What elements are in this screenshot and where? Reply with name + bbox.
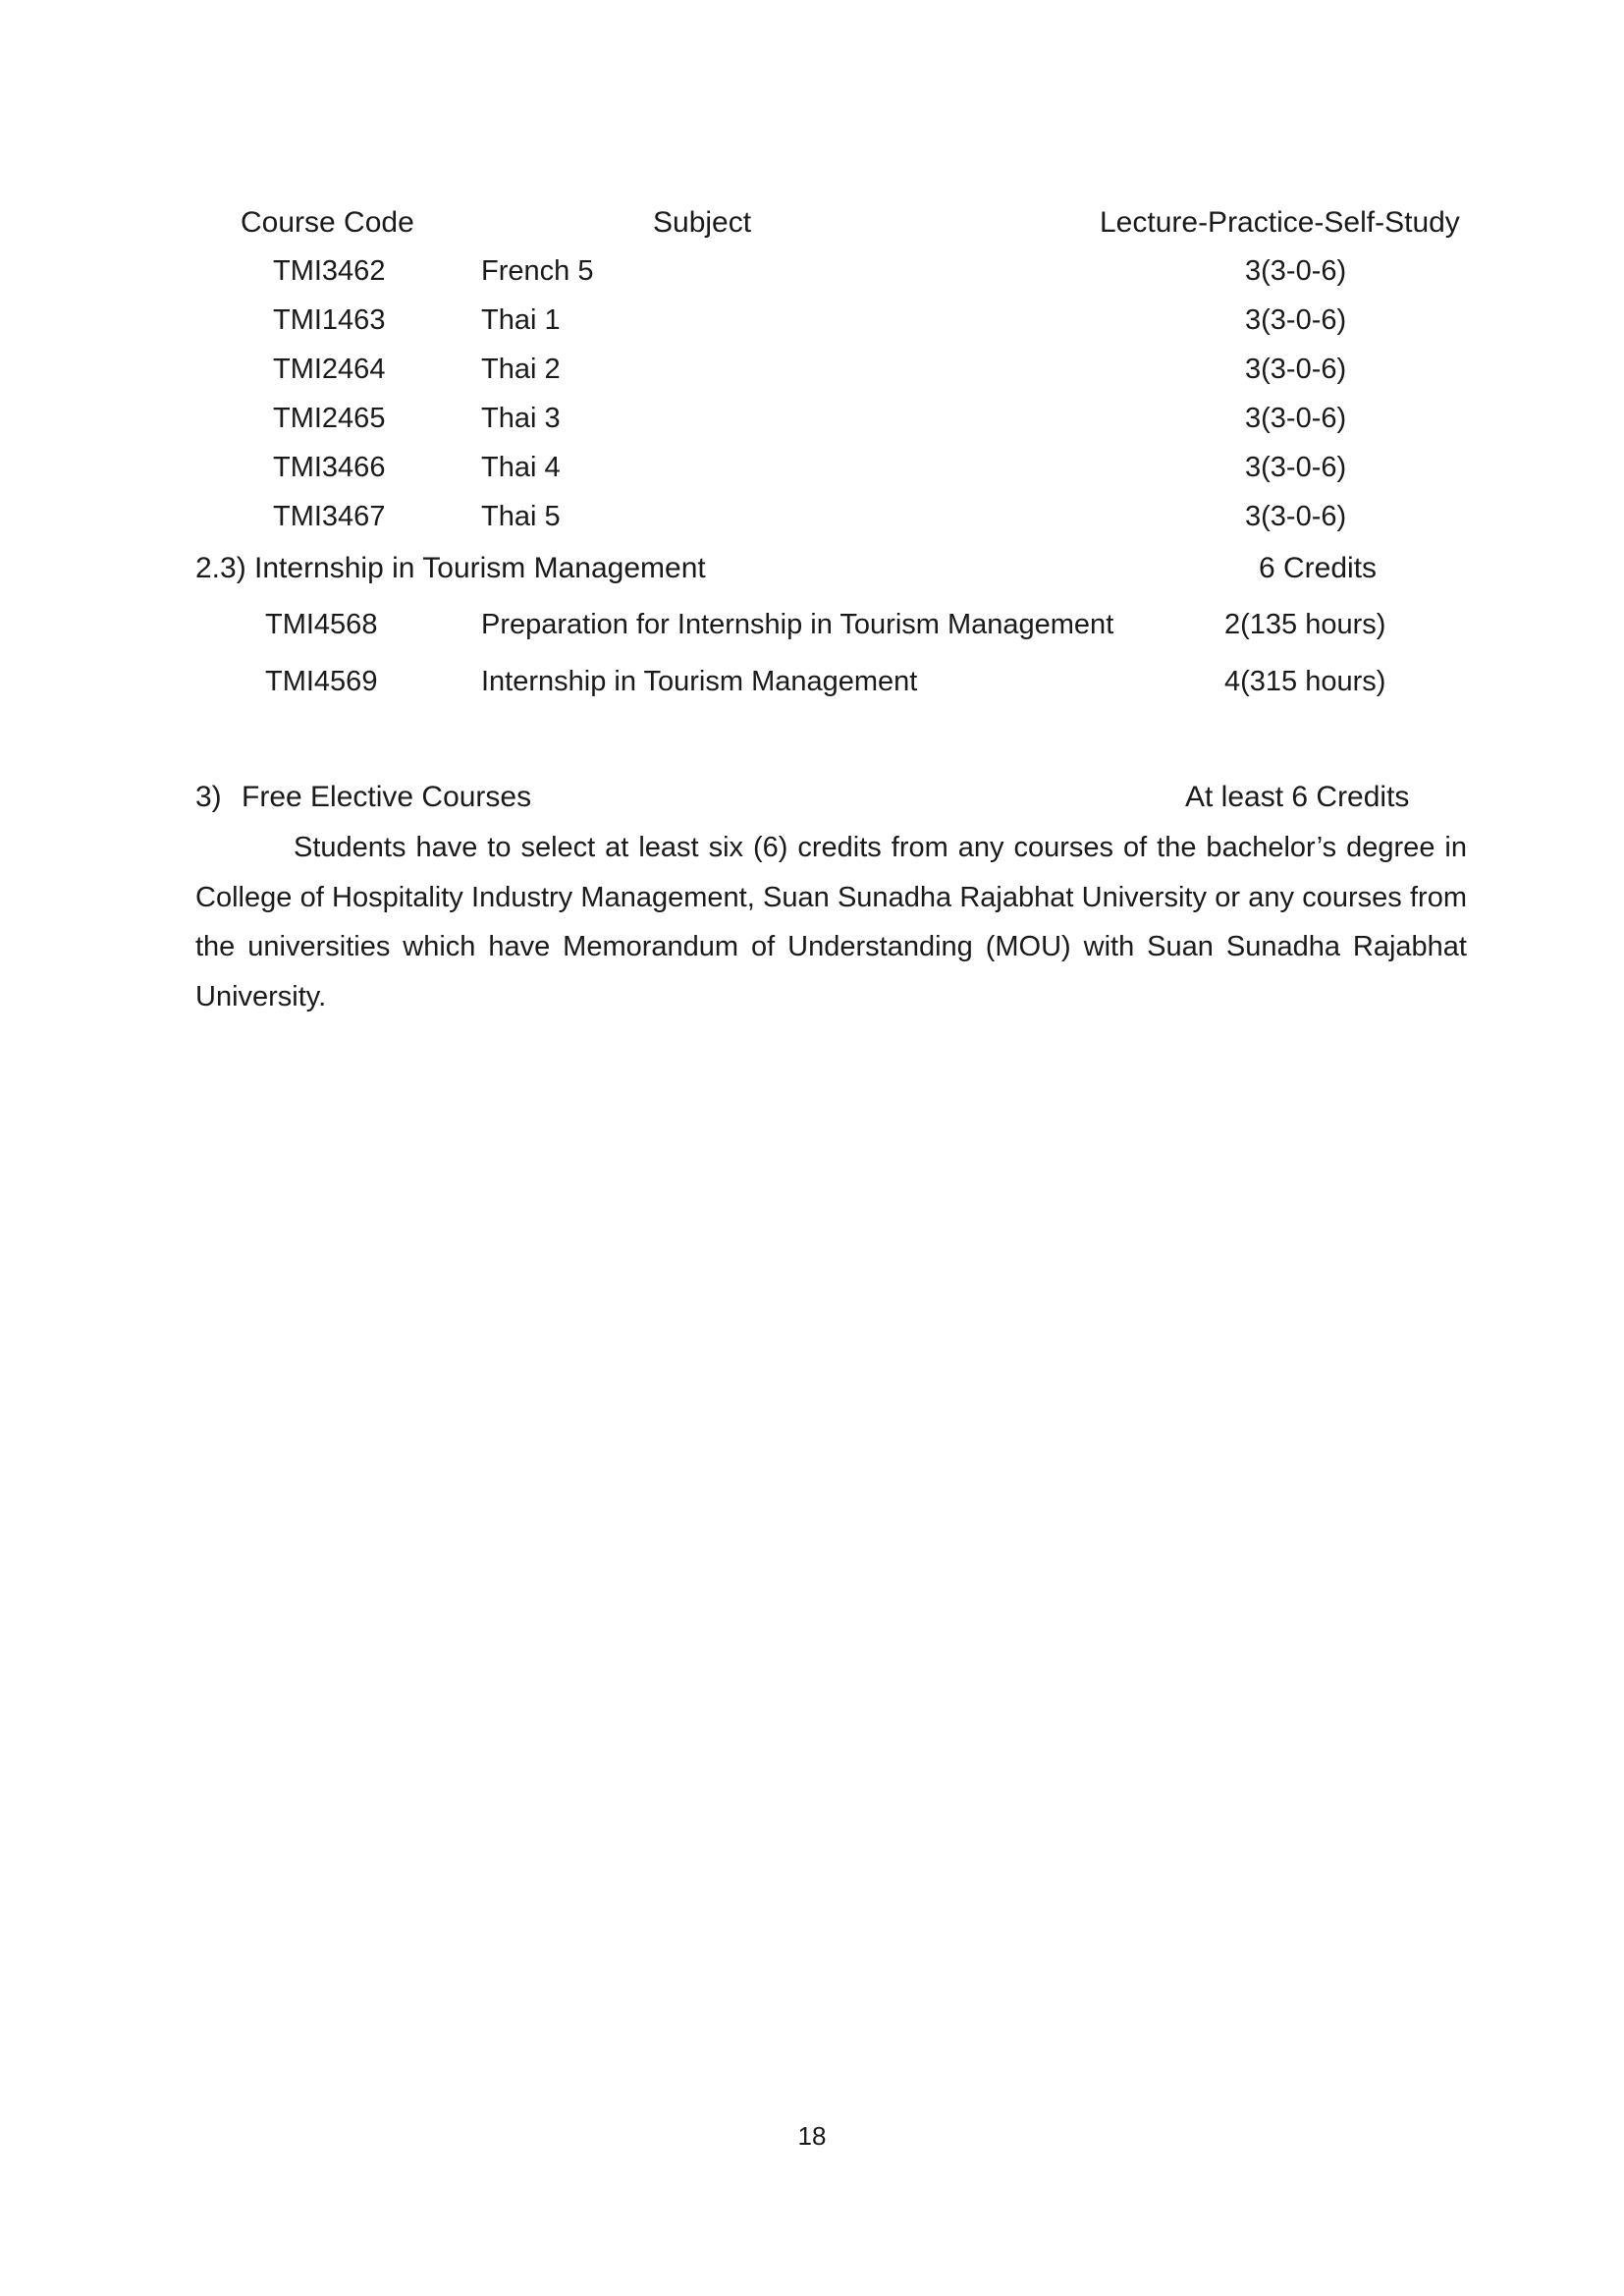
course-credits: 3(3-0-6) (1245, 452, 1347, 483)
course-code: TMI4568 (265, 609, 378, 640)
course-code: TMI3462 (273, 255, 386, 287)
course-code: TMI3467 (273, 501, 386, 532)
table-row (0, 609, 1624, 658)
page-number: 18 (797, 2121, 827, 2151)
table-row (0, 501, 1624, 550)
header-credits: Lecture-Practice-Self-Study (1100, 206, 1460, 239)
table-row (0, 255, 1624, 304)
course-credits: 3(3-0-6) (1245, 304, 1347, 336)
course-code: TMI2465 (273, 403, 386, 434)
table-row (0, 666, 1624, 715)
course-code: TMI1463 (273, 304, 386, 336)
course-credits: 3(3-0-6) (1245, 354, 1347, 385)
table-row (0, 304, 1624, 354)
course-credits: 3(3-0-6) (1245, 403, 1347, 434)
course-subject: French 5 (481, 255, 594, 287)
course-credits: 2(135 hours) (1224, 609, 1386, 640)
course-subject: Thai 2 (481, 354, 561, 385)
course-credits: 3(3-0-6) (1245, 255, 1347, 287)
free-elective-paragraph: Students have to select at least six (6) credits from any courses of the bachelor’s degree in College of Hospitality Industry Management, Suan Sunadha Rajabhat University or any courses from the universities which have Memorandum of Understanding (MOU) with Suan Sunadha Rajabhat University. (195, 832, 1467, 1012)
header-course-code: Course Code (241, 206, 414, 239)
course-code: TMI2464 (273, 354, 386, 385)
course-credits: 3(3-0-6) (1245, 501, 1347, 532)
section-credits-internship: 6 Credits (1259, 552, 1378, 584)
course-subject: Thai 4 (481, 452, 561, 483)
course-code: TMI3466 (273, 452, 386, 483)
course-subject: Internship in Tourism Management (481, 666, 918, 697)
table-row (0, 452, 1624, 501)
section-number-free-elective: 3) (195, 781, 222, 813)
course-subject: Preparation for Internship in Tourism Management (481, 609, 1114, 640)
course-subject: Thai 3 (481, 403, 561, 434)
table-row (0, 403, 1624, 452)
course-credits: 4(315 hours) (1224, 666, 1386, 697)
table-row (0, 354, 1624, 403)
course-code: TMI4569 (265, 666, 378, 697)
section-heading-internship: 2.3) Internship in Tourism Management (195, 552, 706, 584)
course-subject: Thai 1 (481, 304, 561, 336)
section-credits-free-elective: At least 6 Credits (1185, 781, 1410, 813)
course-subject: Thai 5 (481, 501, 561, 532)
section-heading-free-elective: Free Elective Courses (242, 781, 532, 813)
header-subject: Subject (653, 206, 752, 239)
